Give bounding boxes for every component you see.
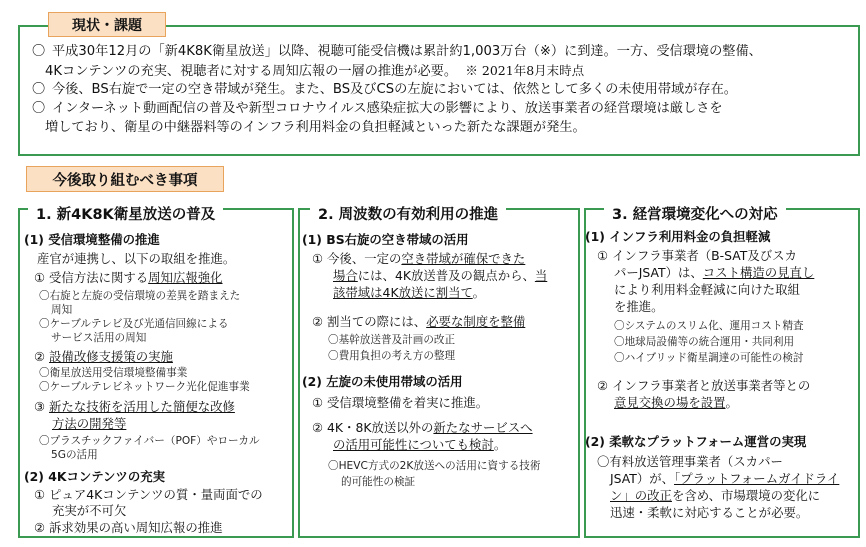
col1-item-4: ① ピュア4Kコンテンツの質・量両面での bbox=[34, 487, 263, 502]
col2-sub-2b: 〇費用負担の考え方の整理 bbox=[328, 350, 456, 362]
col3-item-1-cont2: により利用料金軽減に向けた取組 bbox=[614, 282, 800, 297]
col1-item-1: ① 受信方法に関する周知広報強化 bbox=[34, 270, 223, 285]
status-item-3: 〇 インターネット動画配信の普及や新型コロナウイルス感染症拡大の影響により、放送事業者の経営環境は厳しさを bbox=[32, 101, 723, 116]
col3-item-3-cont2: ン」の改正を含め、市場環境の変化に bbox=[610, 488, 821, 503]
col2-item-2: ② 割当ての際には、必要な制度を整備 bbox=[312, 314, 526, 329]
col3-item-2-cont: 意見交換の場を設置。 bbox=[614, 395, 738, 410]
col1-item-3-cont: 方法の開発等 bbox=[52, 416, 127, 431]
col3-item-2: ② インフラ事業者と放送事業者等との bbox=[597, 378, 811, 393]
col1-paragraph: 産官が連携し、以下の取組を推進。 bbox=[37, 251, 236, 266]
current-status-tag: 現状・課題 bbox=[48, 12, 166, 37]
status-item-1: 〇 平成30年12月の「新4K8K衛星放送」以降、視聴可能受信機は累計約1,003万台（※）に到達。一方、受信環境の整備、 bbox=[32, 44, 762, 59]
col1-heading-1: (1) 受信環境整備の推進 bbox=[24, 232, 160, 247]
col3-heading-2: (2) 柔軟なプラットフォーム運営の実現 bbox=[585, 434, 807, 449]
col2-item-3: ① 受信環境整備を着実に推進。 bbox=[312, 395, 489, 410]
col2-item-4-cont: の活用可能性についても検討。 bbox=[333, 437, 507, 452]
col1-sub-1c: 〇ケーブルテレビ及び光通信回線による bbox=[39, 318, 229, 330]
status-item-1-cont: 4Kコンテンツの充実、視聴者に対する周知広報の一層の推進が必要。 ※ 2021年8月末時点 bbox=[45, 63, 585, 79]
col2-item-1: ① 今後、一定の空き帯域が確保できた bbox=[312, 251, 526, 266]
column-1-title: 1. 新4K8K衛星放送の普及 bbox=[28, 201, 223, 225]
status-item-2: 〇 今後、BS右旋で一定の空き帯域が発生。また、BS及びCSの左旋においては、依然として多くの未使用帯域が存在。 bbox=[32, 82, 737, 97]
col3-sub-1c: 〇ハイブリッド衛星調達の可能性の検討 bbox=[614, 352, 804, 364]
col1-sub-3b: 5Gの活用 bbox=[51, 449, 98, 461]
col3-sub-1a: 〇システムのスリム化、運用コスト精査 bbox=[614, 320, 804, 332]
col1-sub-2b: 〇ケーブルテレビネットワーク光化促進事業 bbox=[39, 381, 250, 393]
col3-item-3-cont3: 迅速・柔軟に対応することが必要。 bbox=[610, 505, 809, 520]
col1-sub-1d: サービス活用の周知 bbox=[51, 332, 147, 344]
col2-item-1-cont: 場合には、4K放送普及の観点から、当 bbox=[333, 268, 548, 283]
col1-item-2: ② 設備改修支援策の実施 bbox=[34, 349, 173, 364]
col2-sub-4b: 的可能性の検証 bbox=[341, 476, 416, 488]
col3-item-3-cont: JSAT）が、「プラットフォームガイドライ bbox=[610, 471, 840, 486]
col3-heading-1: (1) インフラ利用料金の負担軽減 bbox=[585, 229, 771, 244]
col2-heading-1: (1) BS右旋の空き帯域の活用 bbox=[302, 232, 469, 247]
col2-item-1-cont2: 該帯域は4K放送に割当て。 bbox=[333, 285, 486, 300]
future-actions-tag: 今後取り組むべき事項 bbox=[26, 166, 224, 192]
column-3-title: 3. 経営環境変化への対応 bbox=[604, 201, 786, 225]
col2-heading-2: (2) 左旋の未使用帯域の活用 bbox=[302, 374, 463, 389]
status-item-3-cont: 増しており、衛星の中継器料等のインフラ利用料金の負担軽減といった新たな課題が発生。 bbox=[45, 120, 586, 135]
col3-item-1-cont3: を推進。 bbox=[614, 299, 664, 314]
col3-sub-1b: 〇地球局設備等の統合運用・共同利用 bbox=[614, 336, 795, 348]
col1-sub-2a: 〇衛星放送用受信環境整備事業 bbox=[39, 367, 188, 379]
col3-item-3: 〇有料放送管理事業者（スカパー bbox=[597, 454, 783, 469]
col1-item-3: ③ 新たな技術を活用した簡便な改修 bbox=[34, 399, 235, 414]
col2-sub-4a: 〇HEVC方式の2K放送への活用に資する技術 bbox=[328, 460, 541, 472]
col1-item-4-cont: 充実が不可欠 bbox=[52, 503, 127, 518]
col3-item-1: ① インフラ事業者（B-SAT及びスカ bbox=[597, 248, 797, 263]
col1-sub-3a: 〇プラスチックファイバー（POF）やローカル bbox=[39, 435, 260, 447]
col1-sub-1b: 周知 bbox=[51, 304, 73, 316]
col1-heading-2: (2) 4Kコンテンツの充実 bbox=[24, 469, 165, 484]
col1-item-5: ② 訴求効果の高い周知広報の推進 bbox=[34, 520, 223, 535]
status-footnote: ※ 2021年8月末時点 bbox=[465, 63, 585, 78]
col3-item-1-cont: パーJSAT）は、コスト構造の見直し bbox=[614, 265, 815, 280]
col2-sub-2a: 〇基幹放送普及計画の改正 bbox=[328, 334, 456, 346]
column-2-title: 2. 周波数の有効利用の推進 bbox=[310, 201, 506, 225]
col2-item-4: ② 4K・8K放送以外の新たなサービスへ bbox=[312, 420, 533, 435]
col1-sub-1a: 〇右旋と左旋の受信環境の差異を踏まえた bbox=[39, 290, 241, 302]
